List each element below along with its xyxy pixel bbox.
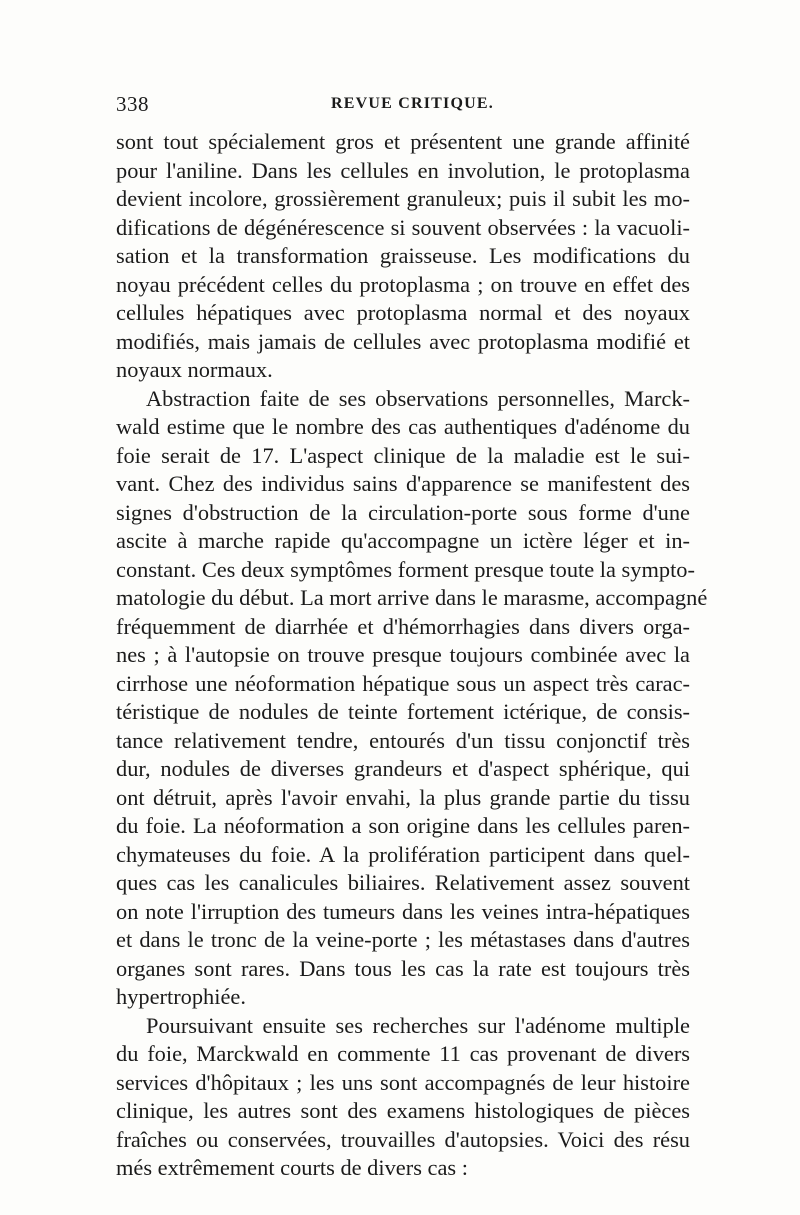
text-line: ont détruit, après l'avoir envahi, la plus grande partie du tissu (116, 784, 690, 810)
text-line: devient incolore, grossièrement granuleux; puis il subit les mo- (116, 186, 690, 211)
text-line: cellules hépatiques avec protoplasma normal et des noyaux (116, 300, 690, 325)
text-line: ascite à marche rapide qu'accompagne un ictère léger et in- (116, 528, 690, 553)
text-line: on note l'irruption des tumeurs dans les veines intra-hépatiques (116, 898, 690, 924)
text-line: hypertrophiée. (116, 984, 246, 1009)
text-line: Abstraction faite de ses observations personnelles, Marck- (146, 385, 690, 411)
text-line: fréquemment de diarrhée et d'hémorrhagies dans divers orga- (116, 613, 690, 639)
text-line: més extrêmement courts de divers cas : (116, 1155, 468, 1180)
text-line: ques cas les canalicules biliaires. Relativement assez souvent (116, 870, 690, 895)
text-line: noyau précédent celles du protoplasma ; on trouve en effet des (116, 271, 690, 297)
page-number: 338 (116, 92, 149, 116)
text-line: téristique de nodules de teinte fortement ictérique, de consis- (116, 699, 690, 724)
text-line: fraîches ou conservées, trouvailles d'autopsies. Voici des résu (116, 1126, 690, 1152)
text-line: du foie, Marckwald en commente 11 cas provenant de divers (116, 1041, 690, 1066)
paragraph (116, 1012, 690, 1183)
text-line: modifiés, mais jamais de cellules avec protoplasma modifié et (116, 328, 690, 354)
text-line: cirrhose une néoformation hépatique sous un aspect très carac- (116, 670, 690, 696)
page-header (116, 92, 690, 122)
text-line: tance relativement tendre, entourés d'un tissu conjonctif très (116, 727, 690, 753)
text-line: du foie. La néoformation a son origine dans les cellules paren- (116, 813, 690, 838)
text-line: services d'hôpitaux ; les uns sont accompagnés de leur histoire (116, 1069, 690, 1095)
text-line: wald estime que le nombre des cas authentiques d'adénome du (116, 414, 690, 439)
text-line: pour l'aniline. Dans les cellules en involution, le protoplasma (116, 157, 690, 183)
text-line: foie serait de 17. L'aspect clinique de la maladie est le sui- (116, 442, 690, 468)
text-line: et dans le tronc de la veine-porte ; les métastases dans d'autres (116, 927, 690, 952)
text-line: clinique, les autres sont des examens histologiques de pièces (116, 1098, 690, 1123)
text-line: Poursuivant ensuite ses recherches sur l'adénome multiple (146, 1012, 690, 1038)
running-head: REVUE CRITIQUE. (331, 95, 494, 112)
text-line: difications de dégénérescence si souvent observées : la vacuoli- (116, 214, 690, 240)
text-line: organes sont rares. Dans tous les cas la rate est toujours très (116, 955, 690, 981)
text-line: nes ; à l'autopsie on trouve presque toujours combinée avec la (116, 642, 690, 667)
text-line: noyaux normaux. (116, 357, 273, 382)
text-line: chymateuses du foie. A la prolifération participent dans quel- (116, 841, 690, 867)
text-line: signes d'obstruction de la circulation-porte sous forme d'une (116, 499, 690, 525)
body-text (116, 128, 708, 1183)
text-line: constant. Ces deux symptômes forment presque toute la sympto- (116, 556, 695, 582)
paragraph (116, 128, 690, 385)
text-line: matologie du début. La mort arrive dans le marasme, accompagné (116, 585, 708, 610)
text-line: sont tout spécialement gros et présentent une grande affinité (116, 129, 690, 154)
text-line: dur, nodules de diverses grandeurs et d'aspect sphérique, qui (116, 756, 690, 781)
text-line: sation et la transformation graisseuse. Les modifications du (116, 243, 690, 268)
text-line: vant. Chez des individus sains d'apparence se manifestent des (116, 471, 690, 496)
paragraph (116, 385, 708, 1012)
